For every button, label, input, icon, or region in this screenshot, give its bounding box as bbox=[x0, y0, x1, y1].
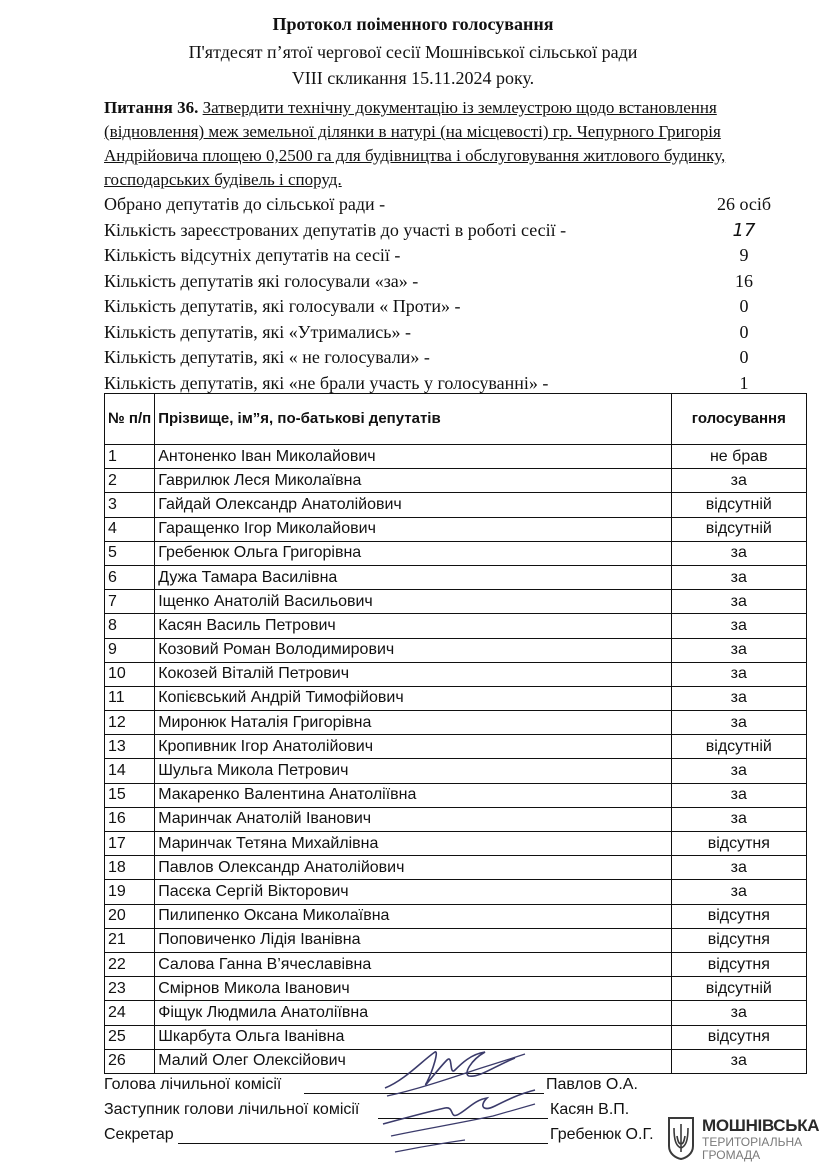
stat-label: Кількість депутатів, які «Утримались» - bbox=[104, 321, 411, 342]
table-row bbox=[105, 590, 807, 614]
session-subtitle: П'ятдесят п’ятої чергової сесії Мошнівської сільської ради bbox=[188, 42, 638, 62]
stat-value: 16 bbox=[735, 270, 753, 291]
roll-call-table bbox=[104, 393, 807, 1074]
row-number: 21 bbox=[105, 928, 155, 952]
table-row bbox=[105, 783, 807, 807]
vote-result: відсутня bbox=[671, 904, 806, 928]
question-block bbox=[104, 96, 774, 192]
deputy-name: Дужа Тамара Василівна bbox=[155, 565, 671, 589]
table-row bbox=[105, 662, 807, 686]
table-body bbox=[105, 445, 807, 1074]
stat-value-handwritten: 17 bbox=[732, 219, 756, 241]
deputy-name: Миронюк Наталія Григорівна bbox=[155, 711, 671, 735]
vote-result: за bbox=[671, 638, 806, 662]
deputy-name: Гаврилюк Леся Миколаївна bbox=[155, 469, 671, 493]
row-number: 16 bbox=[105, 807, 155, 831]
row-number: 5 bbox=[105, 541, 155, 565]
table-row bbox=[105, 469, 807, 493]
deputy-name: Іщенко Анатолій Васильович bbox=[155, 590, 671, 614]
stat-row bbox=[104, 269, 784, 295]
column-header-vote: голосування bbox=[671, 394, 806, 445]
vote-result: за bbox=[671, 686, 806, 710]
vote-result: за bbox=[671, 711, 806, 735]
deputy-name: Павлов Олександр Анатолійович bbox=[155, 856, 671, 880]
deputy-name: Пасєка Сергій Вікторович bbox=[155, 880, 671, 904]
table-row bbox=[105, 952, 807, 976]
row-number: 7 bbox=[105, 590, 155, 614]
column-header-name: Прізвище, ім”я, по-батькові депутатів bbox=[155, 394, 671, 445]
deputy-name: Малий Олег Олексійович bbox=[155, 1049, 671, 1073]
table-row bbox=[105, 638, 807, 662]
table-row bbox=[105, 807, 807, 831]
signature-role: Голова лічильної комісії bbox=[104, 1076, 282, 1093]
row-number: 18 bbox=[105, 856, 155, 880]
table-row bbox=[105, 1001, 807, 1025]
table-row bbox=[105, 904, 807, 928]
community-logo bbox=[666, 1116, 820, 1164]
vote-result: за bbox=[671, 614, 806, 638]
deputy-name: Поповиченко Лідія Іванівна bbox=[155, 928, 671, 952]
stat-label: Кількість зареєстрованих депутатів до участі в роботі сесії - bbox=[104, 219, 567, 240]
vote-statistics bbox=[104, 192, 784, 396]
table-row bbox=[105, 735, 807, 759]
deputy-name: Гаращенко Ігор Миколайович bbox=[155, 517, 671, 541]
deputy-name: Маринчак Анатолій Іванович bbox=[155, 807, 671, 831]
table-row bbox=[105, 856, 807, 880]
row-number: 15 bbox=[105, 783, 155, 807]
deputy-name: Салова Ганна В’ячеславівна bbox=[155, 952, 671, 976]
table-row bbox=[105, 759, 807, 783]
vote-result: відсутній bbox=[671, 493, 806, 517]
question-text: Затвердити технічну документацію із землеустрою щодо встановлення (відновлення) меж земельної ділянки в натурі (на місцевості) гр. Чепурного Григорія Андрійовича площею 0,2500 га для будівництва і обслуговування житлового будинку, господарських будівель і споруд. bbox=[104, 98, 726, 189]
deputy-name: Копієвський Андрій Тимофійович bbox=[155, 686, 671, 710]
deputy-name: Козовий Роман Володимирович bbox=[155, 638, 671, 662]
convocation-subtitle: VIII скликання 15.11.2024 року. bbox=[291, 68, 535, 88]
trident-emblem-icon bbox=[666, 1116, 696, 1160]
vote-result: за bbox=[671, 590, 806, 614]
vote-result: за bbox=[671, 807, 806, 831]
vote-result: за bbox=[671, 783, 806, 807]
deputy-name: Шульга Микола Петрович bbox=[155, 759, 671, 783]
signature-name: Павлов О.А. bbox=[546, 1076, 638, 1093]
logo-title: МОШНІВСЬКА bbox=[702, 1116, 820, 1135]
row-number: 4 bbox=[105, 517, 155, 541]
vote-result: за bbox=[671, 662, 806, 686]
table-header-row bbox=[105, 394, 807, 445]
row-number: 10 bbox=[105, 662, 155, 686]
table-row bbox=[105, 541, 807, 565]
stat-label: Обрано депутатів до сільської ради - bbox=[104, 194, 386, 214]
table-row bbox=[105, 517, 807, 541]
vote-result: за bbox=[671, 856, 806, 880]
stat-value: 26 осіб bbox=[716, 194, 772, 214]
handwritten-signature-icon bbox=[375, 1040, 545, 1160]
vote-result: за bbox=[671, 1001, 806, 1025]
vote-result: не брав bbox=[671, 445, 806, 469]
stat-row bbox=[104, 218, 784, 244]
vote-result: за bbox=[671, 469, 806, 493]
stat-label: Кількість депутатів, які «не брали участь у голосуванні» - bbox=[104, 372, 549, 393]
stat-value: 9 bbox=[739, 245, 749, 265]
row-number: 3 bbox=[105, 493, 155, 517]
table-row bbox=[105, 614, 807, 638]
vote-result: за bbox=[671, 759, 806, 783]
deputy-name: Антоненко Іван Миколайович bbox=[155, 445, 671, 469]
vote-result: відсутня bbox=[671, 952, 806, 976]
table-row bbox=[105, 880, 807, 904]
row-number: 1 bbox=[105, 445, 155, 469]
table-row bbox=[105, 565, 807, 589]
row-number: 17 bbox=[105, 832, 155, 856]
signature-name: Гребенюк О.Г. bbox=[550, 1126, 654, 1143]
stat-label: Кількість депутатів які голосували «за» - bbox=[104, 270, 419, 291]
row-number: 2 bbox=[105, 469, 155, 493]
deputy-name: Гайдай Олександр Анатолійович bbox=[155, 493, 671, 517]
stat-row bbox=[104, 320, 784, 346]
deputy-name: Шкарбута Ольга Іванівна bbox=[155, 1025, 671, 1049]
stat-row bbox=[104, 294, 784, 320]
deputy-name: Кропивник Ігор Анатолійович bbox=[155, 735, 671, 759]
stat-row bbox=[104, 192, 784, 218]
stat-label: Кількість депутатів, які « не голосували» - bbox=[104, 347, 430, 367]
logo-subtitle: ГРОМАДА bbox=[702, 1148, 761, 1162]
stat-value: 0 bbox=[739, 347, 749, 367]
stat-label: Кількість відсутніх депутатів на сесії - bbox=[104, 245, 401, 265]
deputy-name: Кокозей Віталій Петрович bbox=[155, 662, 671, 686]
row-number: 20 bbox=[105, 904, 155, 928]
table-row bbox=[105, 928, 807, 952]
stat-value: 1 bbox=[739, 372, 749, 393]
row-number: 24 bbox=[105, 1001, 155, 1025]
vote-result: відсутня bbox=[671, 832, 806, 856]
row-number: 23 bbox=[105, 977, 155, 1001]
row-number: 19 bbox=[105, 880, 155, 904]
row-number: 22 bbox=[105, 952, 155, 976]
column-header-number: № п/п bbox=[105, 394, 155, 445]
row-number: 9 bbox=[105, 638, 155, 662]
vote-result: за bbox=[671, 541, 806, 565]
row-number: 11 bbox=[105, 686, 155, 710]
stat-row bbox=[104, 345, 784, 371]
stat-value: 0 bbox=[739, 296, 749, 316]
vote-result: відсутній bbox=[671, 517, 806, 541]
logo-subtitle: ТЕРИТОРІАЛЬНА bbox=[702, 1135, 803, 1149]
vote-result: відсутня bbox=[671, 928, 806, 952]
table-row bbox=[105, 832, 807, 856]
vote-result: відсутній bbox=[671, 735, 806, 759]
signature-role: Заступник голови лічильної комісії bbox=[104, 1101, 360, 1118]
deputy-name: Фіщук Людмила Анатоліївна bbox=[155, 1001, 671, 1025]
vote-result: відсутня bbox=[671, 1025, 806, 1049]
question-label: Питання 36. bbox=[104, 98, 199, 117]
stat-value: 0 bbox=[739, 321, 749, 342]
row-number: 26 bbox=[105, 1049, 155, 1073]
table-row bbox=[105, 711, 807, 735]
stat-label: Кількість депутатів, які голосували « Проти» - bbox=[104, 296, 461, 316]
deputy-name: Гребенюк Ольга Григорівна bbox=[155, 541, 671, 565]
table-row bbox=[105, 493, 807, 517]
row-number: 25 bbox=[105, 1025, 155, 1049]
deputy-name: Касян Василь Петрович bbox=[155, 614, 671, 638]
signature-name: Касян В.П. bbox=[550, 1101, 630, 1118]
table-row bbox=[105, 977, 807, 1001]
table-row bbox=[105, 445, 807, 469]
deputy-name: Смірнов Микола Іванович bbox=[155, 977, 671, 1001]
vote-result: відсутній bbox=[671, 977, 806, 1001]
signature-role: Секретар bbox=[104, 1126, 174, 1143]
protocol-title: Протокол поіменного голосування bbox=[272, 14, 554, 34]
row-number: 14 bbox=[105, 759, 155, 783]
vote-result: за bbox=[671, 880, 806, 904]
deputy-name: Макаренко Валентина Анатоліївна bbox=[155, 783, 671, 807]
row-number: 12 bbox=[105, 711, 155, 735]
vote-result: за bbox=[671, 565, 806, 589]
deputy-name: Пилипенко Оксана Миколаївна bbox=[155, 904, 671, 928]
row-number: 8 bbox=[105, 614, 155, 638]
table-row bbox=[105, 686, 807, 710]
row-number: 13 bbox=[105, 735, 155, 759]
row-number: 6 bbox=[105, 565, 155, 589]
stat-row bbox=[104, 243, 784, 269]
vote-result: за bbox=[671, 1049, 806, 1073]
deputy-name: Маринчак Тетяна Михайлівна bbox=[155, 832, 671, 856]
